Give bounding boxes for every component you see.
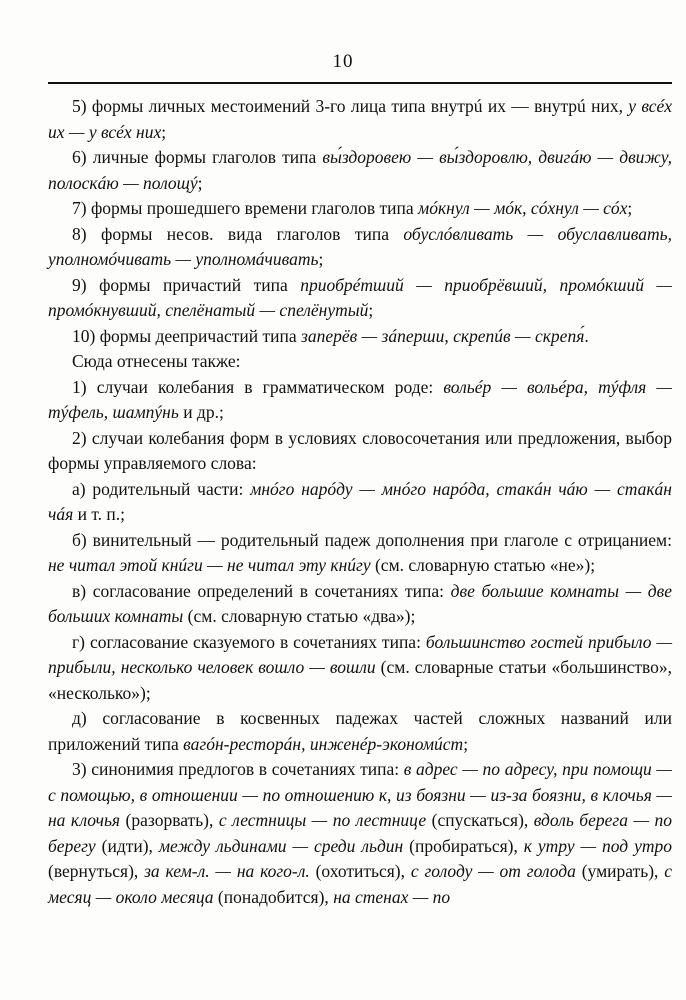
body-text (48, 94, 672, 910)
paragraph (48, 630, 672, 707)
text-run: ; (197, 172, 203, 193)
paragraph (48, 757, 672, 910)
paragraph (48, 426, 672, 477)
text-run: 1) случаи колебания в грамматическом роде: (72, 376, 444, 397)
text-run: (умирать), (575, 861, 665, 881)
text-run: (идти), (95, 835, 159, 856)
text-run: 3) синонимия предлогов в сочетаниях типа: (72, 759, 404, 779)
text-run: ; (463, 733, 469, 754)
italic-example: между льдинами — среди льдин (158, 835, 404, 856)
text-run: г) согласование сказуемого в сочетаниях типа: (72, 631, 426, 652)
italic-example: большинство гостей прибыло — прибыли, несколько человек вошло — вошли (48, 631, 673, 677)
text-run: и др.; (178, 402, 224, 422)
italic-example: с лестницы — по лестнице (218, 810, 427, 830)
italic-example: за кем-л. — на кого-л. (144, 861, 310, 881)
text-run: 7) формы прошедшего времени глаголов типа (72, 198, 419, 218)
text-run: (пробираться), (403, 835, 524, 856)
text-run: (вернуться), (48, 861, 145, 881)
text-run: 5) формы личных местоимений 3-го лица типа внутрú их — внутрú них, (72, 96, 629, 116)
paragraph (48, 196, 672, 222)
italic-example: в адрес — по адресу, при помощи — с помощью, в отношении — по отношению к, из боязни — из-за боязни, в клочья — на клочья (48, 759, 672, 830)
text-run: . (584, 325, 589, 346)
italic-example: с месяц — около месяца (48, 861, 673, 907)
text-run: ; (318, 249, 324, 269)
text-run: 2) случаи колебания форм в условиях словосочетания или предложения, выбор формы управляемого слова: (48, 427, 672, 473)
text-run: ; (627, 198, 633, 218)
italic-example: вдоль берега — по берегу (48, 810, 673, 856)
paragraph (48, 477, 672, 528)
page-number: 10 (332, 51, 354, 72)
italic-example: приобрéтший — приобрёвший, промóкший — промóкнувший, спелёнатый — спелёнутый (48, 274, 672, 320)
paragraph (48, 375, 672, 426)
paragraph (48, 94, 672, 145)
text-run: 9) формы причастий типа (72, 274, 301, 295)
text-run: 8) формы несов. вида глаголов типа (72, 223, 404, 244)
text-run: 6) личные формы глаголов типа (72, 147, 323, 167)
text-run: б) винительный — родительный падеж дополнения при глаголе с отрицанием: (72, 529, 672, 550)
paragraph (48, 145, 672, 196)
text-run: (понадобится), (213, 886, 334, 907)
italic-example: вольéр — вольéра, тýфля — тýфель, шампýнь (48, 376, 672, 422)
italic-example: мнóго нарóду — мнóго нарóда, стакáн чáю — стакáн чáя (48, 478, 672, 524)
text-run: и т. п.; (73, 504, 126, 524)
paragraph (48, 706, 672, 757)
paragraph (48, 528, 672, 579)
text-run: (см. словарную статью «не»); (370, 555, 596, 575)
header-rule (48, 82, 672, 84)
text-run: (спускаться), (426, 810, 534, 830)
italic-example: мóкнул — мóк, сóхнул — сóх (418, 198, 628, 218)
italic-example: на стенах — по (333, 886, 451, 907)
paragraph (48, 579, 672, 630)
italic-example: вы́здоровею — вы́здоровлю, двигáю — движу, полоскáю — полощý (48, 147, 672, 193)
text-run: ; (161, 121, 167, 142)
text-run: (см. словарную статью «два»); (183, 606, 416, 626)
italic-example: к утру — под утро (523, 835, 672, 856)
text-run: (разорвать), (120, 810, 219, 830)
text-run: д) согласование в косвенных падежах частей сложных названий или приложений типа (48, 708, 672, 754)
italic-example: не читал этой кнúги — не читал эту кнúгу (48, 555, 371, 575)
paragraph (48, 273, 672, 324)
text-run: а) родительный части: (72, 478, 251, 499)
italic-example: заперёв — зáперши, скрепúв — скрепя́ (301, 325, 585, 346)
italic-example: вагóн-ресторáн, инженéр-экономúст (183, 733, 464, 754)
text-run: 10) формы деепричастий типа (72, 325, 302, 346)
italic-example: обуслóвливать — обуславливать, уполномóчивать — уполномáчивать (48, 223, 672, 269)
paragraph (48, 324, 672, 350)
text-run: ; (368, 300, 374, 320)
italic-example: две большие комнаты — две больших комнаты (48, 580, 672, 626)
text-run: (см. словарные статьи «большинство», «несколько»); (48, 657, 673, 703)
text-run: Сюда отнесены также: (72, 351, 241, 371)
text-run: в) согласование определений в сочетаниях типа: (72, 580, 451, 601)
italic-example: с голоду — от голода (410, 861, 576, 881)
paragraph (48, 222, 672, 273)
paragraph (48, 349, 672, 375)
italic-example: у всéх их — у всéх них (48, 96, 673, 142)
text-run: (охотиться), (309, 861, 411, 881)
